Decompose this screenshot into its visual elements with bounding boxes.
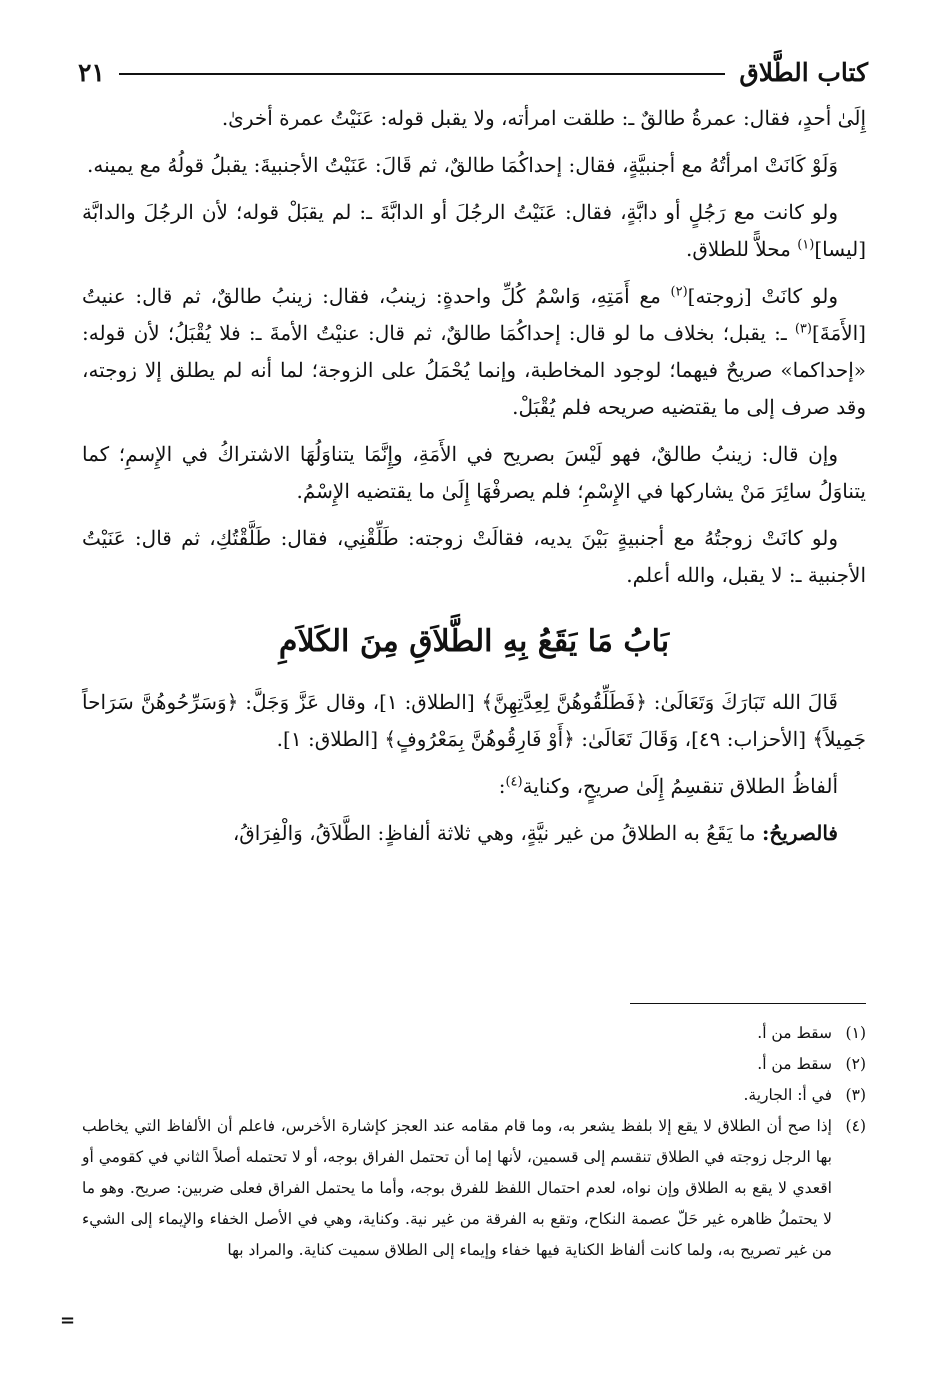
paragraph-3-tail: محلاًّ للطلاق. xyxy=(685,237,798,261)
footnote-3 xyxy=(82,1080,866,1111)
paragraph-4-part2: مع أَمَتِهِ، وَاسْمُ كُلِّ واحدةٍ: زينبُ، فقال: زينبُ طالقٌ، ثم قال: عنيتُ [الأَمَةَ] xyxy=(82,284,866,345)
paragraph-5: وإن قال: زينبُ طالقٌ، فهو لَيْسَ بصريح في الأَمَةِ، وإِنَّمَا يتناوَلُهَا الاشتراكُ في الإِسمِ؛ كما يتناوَلُ سائِرَ مَنْ يشاركها في الإِسْمِ؛ فلم يصرفْهَا إِلَىٰ ما يقتضيه الإِسْمُ. xyxy=(82,442,866,503)
sarih-text: ما يَقَعُ به الطلاقُ من غير نيَّةٍ، وهي ثلاثة ألفاظٍ: الطَّلاَقُ، وَالْفِرَاقُ، xyxy=(232,821,762,845)
footnote-number: (٤) xyxy=(845,1117,866,1135)
page-number: ٢١ xyxy=(78,57,105,87)
footnote-4 xyxy=(82,1111,866,1266)
footnote-number: (١) xyxy=(845,1024,866,1042)
running-title: كتاب الطَّلاق xyxy=(739,57,868,87)
continuation-mark: = xyxy=(60,1310,76,1331)
footnote-text: في أ: الجارية. xyxy=(743,1086,832,1104)
chapter-title: بَابُ مَا يَقَعُ بِهِ الطَّلاَقِ مِنَ الكَلاَمِ xyxy=(278,624,670,659)
footnote-1 xyxy=(82,1018,866,1049)
quran-paragraph: قَالَ الله تَبَارَكَ وَتَعَالَىٰ: ﴿فَطَلِّقُوهُنَّ لِعِدَّتِهِنَّ﴾ [الطلاق: ١]، وقال عَزَّ وَجَلَّ: ﴿وَسَرِّحُوهُنَّ سَرَاحاً جَمِيلاً﴾ [الأحزاب: ٤٩]، وَقَالَ تَعَالَىٰ: ﴿أَوْ فَارِقُوهُنَّ بِمَعْرُوفٍ﴾ [الطلاق: ١]. xyxy=(82,690,866,751)
footnote-text: سقط من أ. xyxy=(757,1024,832,1042)
footnote-text: إذا صح أن الطلاق لا يقع إلا بلفظ يشعر به، وما قام مقامه عند العجز كإشارة الأخرس، فاعلم أن الألفاظ التي يخاطب بها الرجل زوجته في الطلاق تنقسم إلى قسمين، لأنها إما أن تحتمل الفراق بوجه، أو لا تحتمله أصلاً الثاني في كقومي أو اقعدي لا يقع به الطلاق وإن نواه، لعدم احتمال اللفظ للفرق بوجه، وأما ما يحتمل الفراق فعلى ضربين: صريح. وهو ما لا يحتملُ ظاهره غير حَلّ عصمة النكاح، وتقع به الفرقة من غير نية. وكناية، وهي في الأصل الخفاء والإيماء إلى الشيء من غير تصريح به، ولما كانت ألفاظ الكناية فيها خفاء وإيماء إلى الطلاق سميت كناية. والمراد بها xyxy=(82,1117,832,1259)
page-header xyxy=(78,50,868,94)
footnote-ref-2: (٢) xyxy=(670,284,688,300)
main-text xyxy=(82,100,866,862)
paragraph-3-text: ولو كانت مع رَجُلٍ أو دابَّةٍ، فقال: عَنَيْتُ الرجُلَ أو الدابَّةَ ـ: لم يقبَلْ قوله؛ لأن الرجُلَ والدابَّة [ليسا] xyxy=(82,200,866,261)
footnote-rule xyxy=(630,1003,866,1004)
division-text: ألفاظُ الطلاق تنقسِمُ إِلَىٰ صريحٍ، وكناية xyxy=(522,774,838,798)
footnote-ref-3: (٣) xyxy=(794,321,812,337)
paragraph-1: إِلَىٰ أحدٍ، فقال: عمرةُ طالقٌ ـ: طلقت امرأته، ولا يقبل قوله: عَنَيْتُ عمرة أخرىٰ. xyxy=(221,106,866,130)
paragraph-6: ولو كانَتْ زوجتُهُ مع أجنبيةٍ بَيْنَ يديه، فقالَتْ زوجته: طَلِّقْنِي، فقال: طَلَّقْتُكِ، ثم قال: عَنَيْتُ الأجنبية ـ: لا يقبل، والله أعلم. xyxy=(82,526,866,587)
paragraph-3 xyxy=(82,194,866,268)
footnote-number: (٢) xyxy=(845,1055,866,1073)
footnote-number: (٣) xyxy=(845,1086,866,1104)
paragraph-4-part3: ـ: يقبل؛ بخلاف ما لو قال: إحداكُمَا طالقٌ، ثم قال: عنيْتُ الأمةَ ـ: فلا يُقْبَلُ؛ لأن قوله: «إحداكما» صريحٌ فيهما؛ لوجود المخاطبة، وإنما يُحْمَلُ على الزوجة؛ لما أنه لم يطلق إلا زوجته، وقد صرف إلى ما يقتضيه صريحه فلم يُقْبَلْ. xyxy=(82,321,866,419)
footnote-ref-1: (١) xyxy=(797,237,815,253)
footnote-ref-4: (٤) xyxy=(505,774,523,790)
paragraph-2: وَلَوْ كَانَتْ امرأتُهُ مع أجنبيَّةٍ، فقال: إحداكُمَا طالقٌ، ثم قَالَ: عَنَيْتُ الأجنبيةَ: يقبلُ قولُهُ مع يمينه. xyxy=(87,153,838,177)
paragraph-4-text: ولو كانَتْ [زوجته] xyxy=(687,284,838,308)
division-paragraph xyxy=(82,768,866,805)
paragraph-4 xyxy=(82,278,866,426)
division-tail: : xyxy=(498,774,506,798)
footnote-text: سقط من أ. xyxy=(757,1055,832,1073)
sarih-lead: فالصريحُ: xyxy=(762,821,838,845)
header-rule xyxy=(119,73,725,75)
footnotes xyxy=(82,1018,866,1266)
sarih-paragraph xyxy=(82,815,866,852)
footnote-2 xyxy=(82,1049,866,1080)
